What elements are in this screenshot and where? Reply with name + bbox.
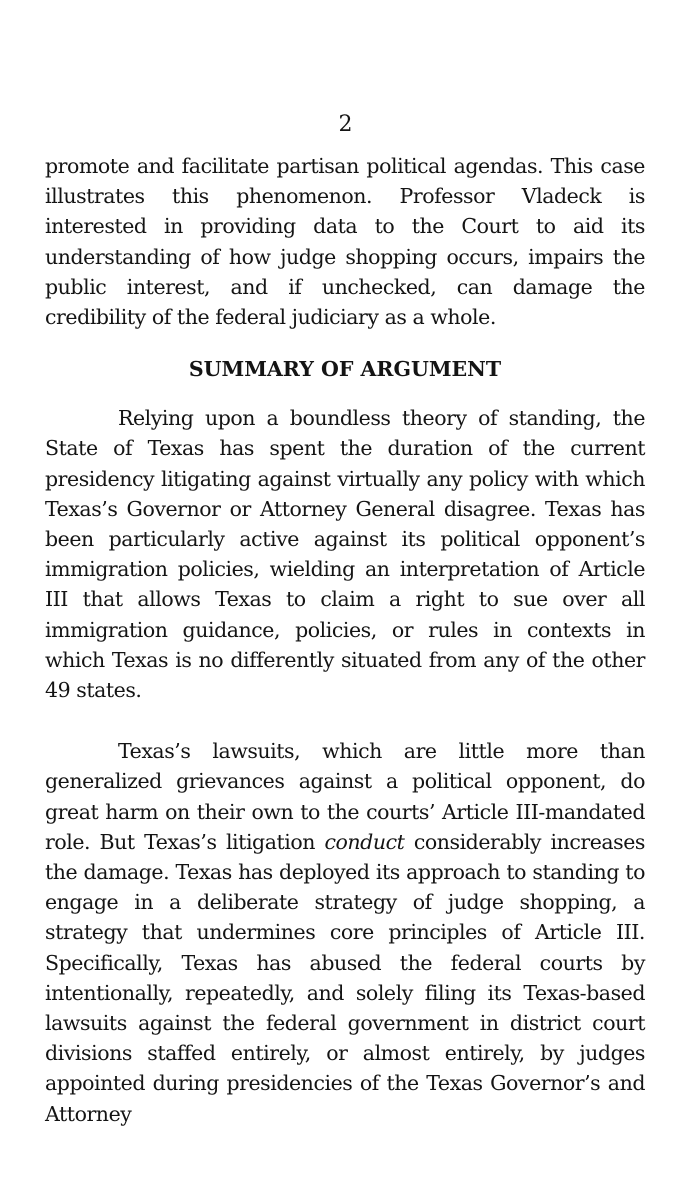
summary-paragraph-2 [45, 736, 645, 1129]
intro-paragraph: promote and facilitate partisan political agendas. This case illustrates this phenomenon. Professor Vladeck is interested in providing data to the Court to aid its understanding of how judge shopping occurs, impairs the public interest, and if unchecked, can damage the credibility of the federal judiciary as a whole. [45, 154, 645, 330]
page-number: 2 [338, 112, 353, 137]
document-body [45, 151, 645, 1129]
summary-paragraph-1: Relying upon a boundless theory of standing, the State of Texas has spent the duration of the current presidency litigating against virtually any policy with which Texas’s Governor or Attorney General disagree. Texas has been particularly active against its political opponent’s immigration policies, wielding an interpretation of Article III that allows Texas to claim a right to sue over all immigration guidance, policies, or rules in contexts in which Texas is no differently situated from any of the other 49 states. [45, 406, 645, 703]
paragraph-2-text-before-emphasis: Texas’s lawsuits, which are little more than generalized grievances against a political opponent, do great harm on their own to the courts’ Article III-mandated role. But Texas’s litigation [45, 739, 645, 854]
paragraph-2-text-after-emphasis: considerably increases the damage. Texas has deployed its approach to standing to engage in a deliberate strategy of judge shopping, a strategy that undermines core principles of Article III. Specifically, Texas has abused the federal courts by intentionally, repeatedly, and solely filing its Texas-based lawsuits against the federal government in district court divisions staffed entirely, or almost entirely, by judges appointed during presidencies of the Texas Governor’s and Attorney [45, 829, 646, 1126]
section-heading: SUMMARY OF ARGUMENT [188, 357, 502, 382]
paragraph-2-emphasis: conduct [324, 829, 405, 854]
